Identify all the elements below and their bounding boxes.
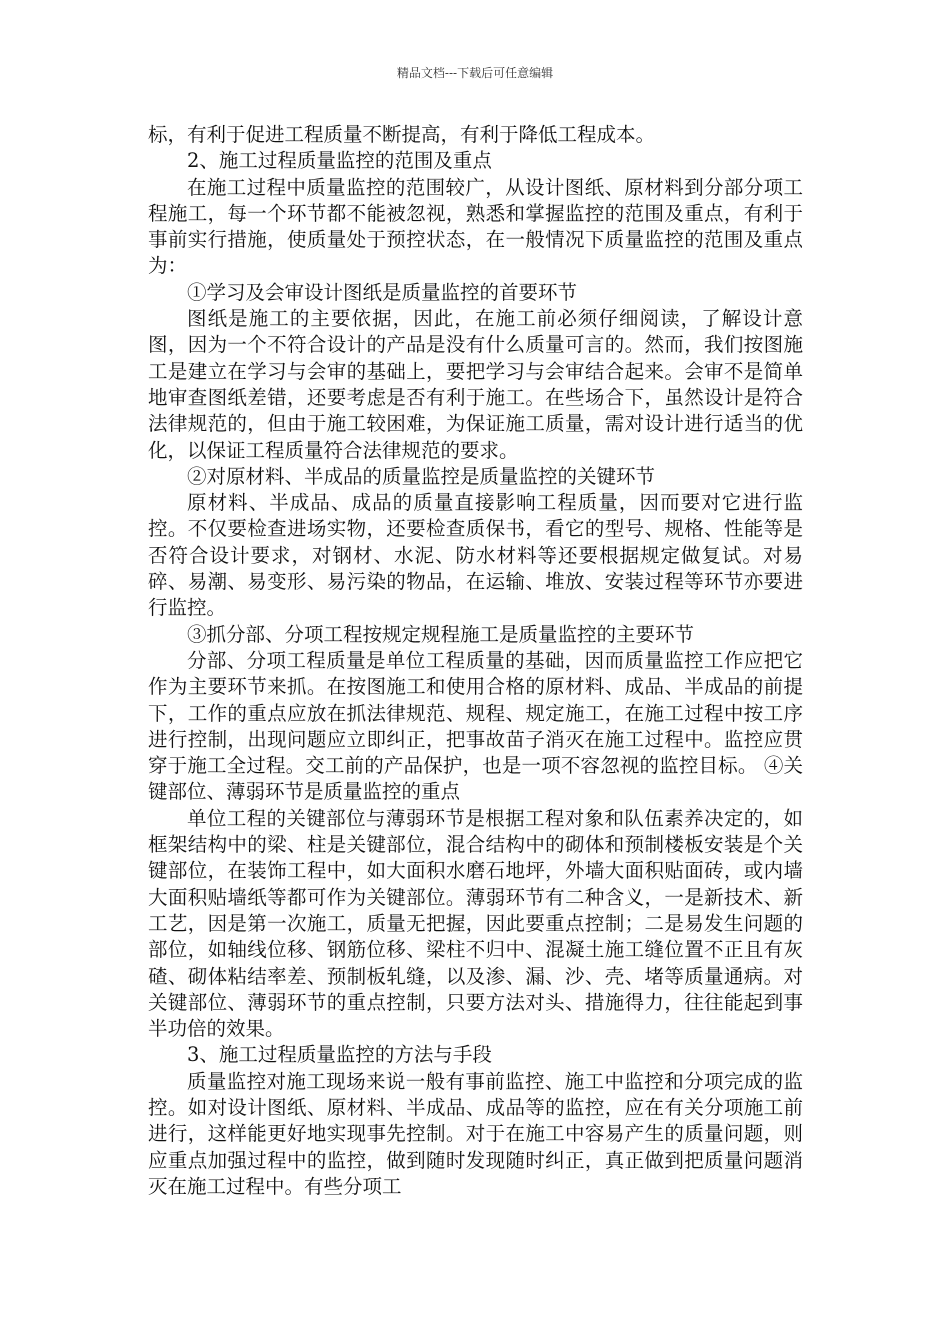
paragraph-subprojects: 分部、分项工程质量是单位工程质量的基础，因而质量监控工作应把它作为主要环节来抓。在按图施工和使用合格的原材料、成品、半成品的前提下，工作的重点应放在抓法律规范、规程、规定施工，在施工过程中按工序进行控制，出现问题应立即纠正，把事故苗子消灭在施工过程中。监控应贯穿于施工全过程。交工前的产品保护，也是一项不容忽视的监控目标。 ④关键部位、薄弱环节是质量监控的重点	[148, 648, 803, 804]
paragraph-scope: 在施工过程中质量监控的范围较广，从设计图纸、原材料到分部分项工程施工，每一个环节都不能被忽视，熟悉和掌握监控的范围及重点，有利于事前实行措施，使质量处于预控状态，在一般情况下质量监控的范围及重点为：	[148, 175, 803, 278]
page-header: 精品文档---下载后可任意编辑	[396, 66, 554, 80]
paragraph-continuation: 标，有利于促进工程质量不断提高，有利于降低工程成本。	[148, 123, 656, 146]
paragraph-key-parts: 单位工程的关键部位与薄弱环节是根据工程对象和队伍素养决定的，如框架结构中的梁、柱是关键部位，混合结构中的砌体和预制楼板安装是个关键部位，在装饰工程中，如大面积水磨石地坪，外墙大面积贴面砖，或内墙大面积贴墙纸等都可作为关键部位。薄弱环节有二种含义，一是新技术、新工艺，因是第一次施工，质量无把握，因此要重点控制；二是易发生问题的部位，如轴线位移、钢筋位移、梁柱不归中、混凝土施工缝位置不正且有灰碴、砌体粘结率差、预制板轧缝，以及渗、漏、沙、壳、堵等质量通病。对关键部位、薄弱环节的重点控制，只要方法对头、措施得力，往往能起到事半功倍的效果。	[148, 806, 803, 1041]
section-heading-3: 3、施工过程质量监控的方法与手段	[187, 1043, 492, 1067]
paragraph-materials: 原材料、半成品、成品的质量直接影响工程质量，因而要对它进行监控。不仅要检查进场实物，还要检查质保书，看它的型号、规格、性能等是否符合设计要求，对钢材、水泥、防水材料等还要根据规定做复试。对易碎、易潮、易变形、易污染的物品，在运输、堆放、安装过程等环节亦要进行监控。	[148, 491, 803, 620]
paragraph-methods: 质量监控对施工现场来说一般有事前监控、施工中监控和分项完成的监控。如对设计图纸、原材料、半成品、成品等的监控，应在有关分项施工前进行，这样能更好地实现事先控制。对于在施工中容易产生的质量问题，则应重点加强过程中的监控，做到随时发现随时纠正，真正做到把质量问题消灭在施工过程中。有些分项工	[148, 1069, 803, 1198]
subheading-2: ②对原材料、半成品的质量监控是质量监控的关键环节	[187, 464, 656, 488]
subheading-1: ①学习及会审设计图纸是质量监控的首要环节	[187, 280, 578, 304]
paragraph-drawings: 图纸是施工的主要依据，因此，在施工前必须仔细阅读，了解设计意图，因为一个不符合设计的产品是没有什么质量可言的。然而，我们按图施工是建立在学习与会审的基础上，要把学习与会审结合起来。会审不是简单地审查图纸差错，还要考虑是否有利于施工。在些场合下，虽然设计是符合法律规范的，但由于施工较困难，为保证施工质量，需对设计进行适当的优化，以保证工程质量符合法律规范的要求。	[148, 307, 803, 462]
section-heading-2: 2、施工过程质量监控的范围及重点	[187, 149, 492, 173]
document-body	[148, 122, 803, 1200]
subheading-3: ③抓分部、分项工程按规定规程施工是质量监控的主要环节	[187, 622, 695, 646]
